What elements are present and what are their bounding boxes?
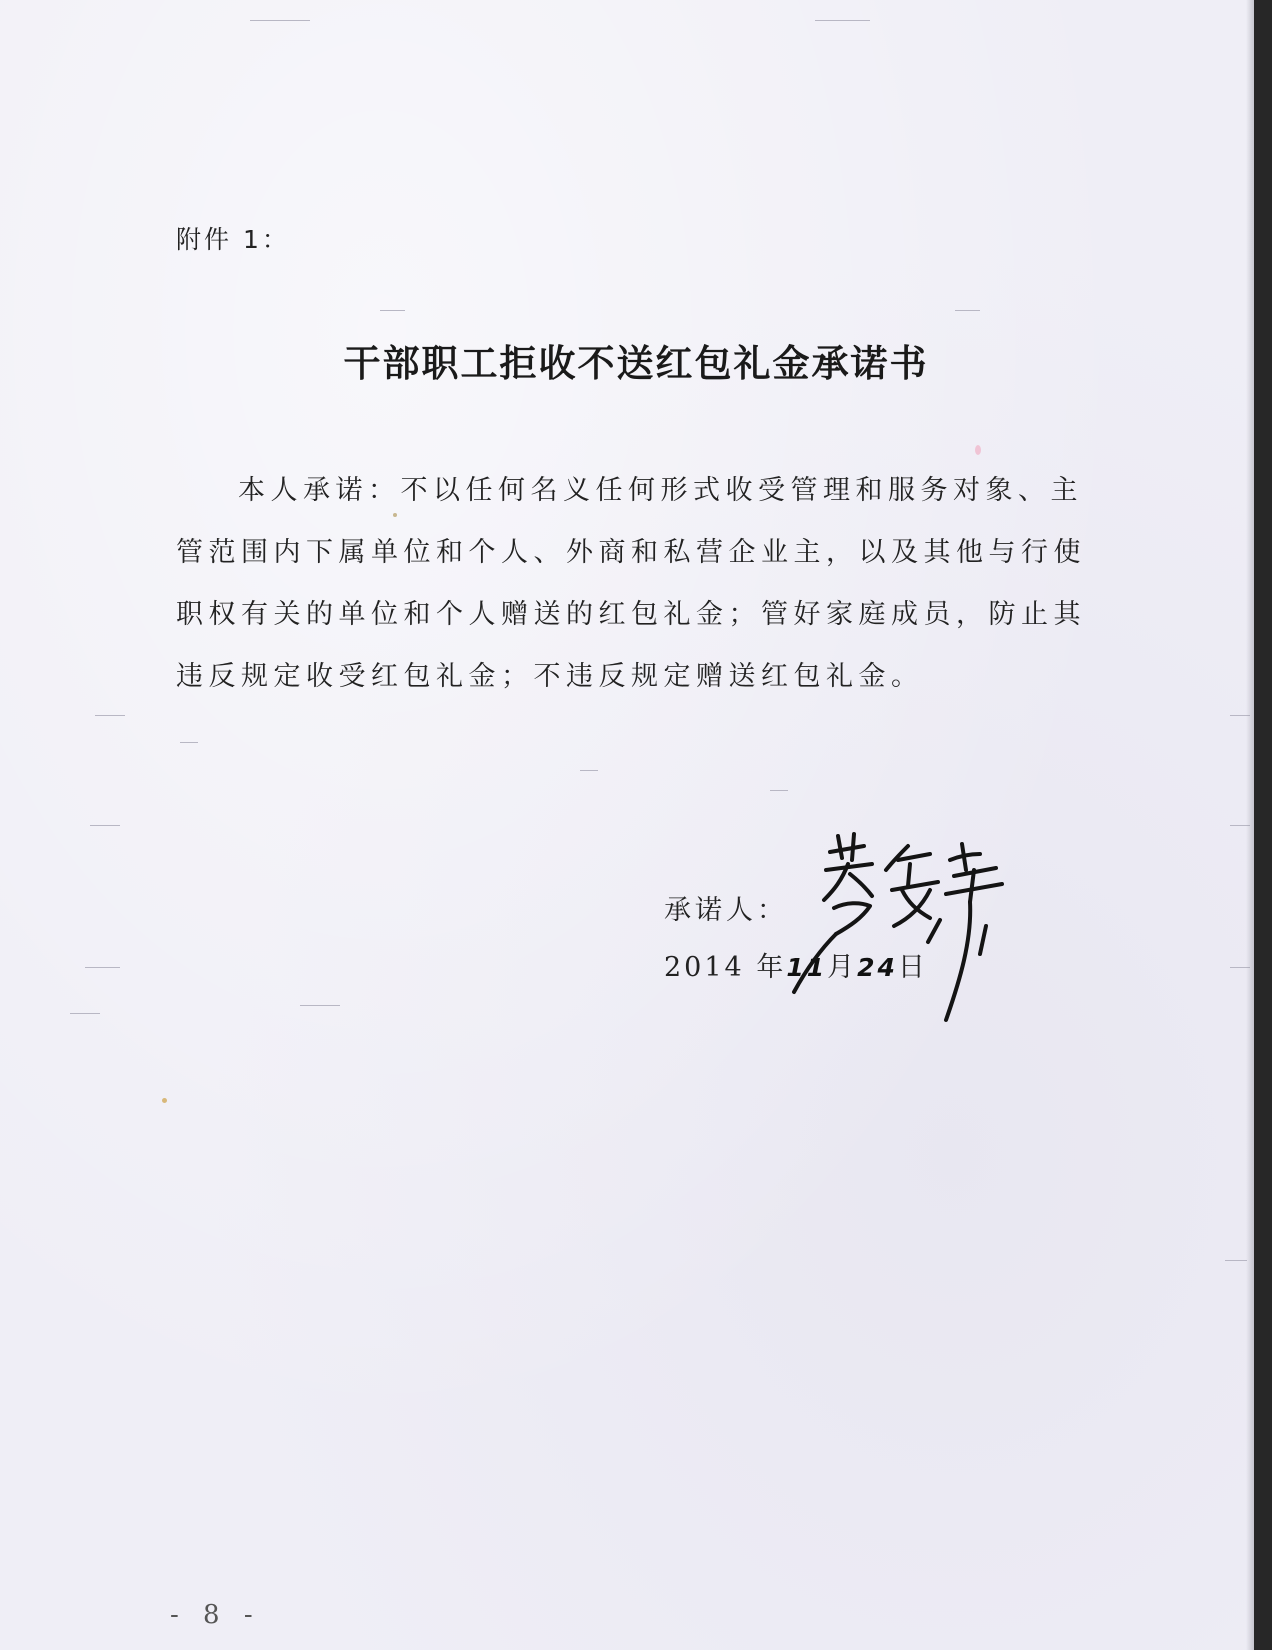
pledge-body — [176, 460, 1096, 708]
scan-mark — [815, 20, 870, 21]
scan-mark — [770, 790, 788, 791]
scan-mark — [90, 825, 120, 826]
date-year: 2014 — [664, 952, 745, 983]
scan-mark — [180, 742, 198, 743]
date-day-unit: 日 — [897, 952, 928, 983]
scan-mark — [580, 770, 598, 771]
scan-mark — [250, 20, 310, 21]
scan-mark — [1225, 1260, 1247, 1261]
date-year-unit: 年 — [756, 952, 787, 983]
date-day-handwritten: 24 — [857, 953, 898, 982]
date-month-handwritten: 11 — [786, 953, 828, 982]
scan-mark — [70, 1013, 100, 1014]
scan-mark — [955, 310, 980, 311]
handwritten-signature — [790, 830, 1020, 1030]
pledge-paragraph: 本人承诺：不以任何名义任何形式收受管理和服务对象、主管范围内下属单位和个人、外商和私营企业主，以及其他与行使职权有关的单位和个人赠送的红包礼金；管好家庭成员，防止其违反规定收受红包礼金；不违反规定赠送红包礼金。 — [176, 475, 1086, 692]
scan-mark — [95, 715, 125, 716]
attachment-label: 附件 1： — [176, 225, 290, 254]
scan-speck — [975, 445, 981, 455]
scan-mark — [380, 310, 405, 311]
date-month-unit: 月 — [827, 952, 858, 983]
scan-edge — [1254, 0, 1272, 1650]
document-title: 干部职工拒收不送红包礼金承诺书 — [343, 341, 929, 385]
scan-edge-shadow — [1246, 0, 1254, 1650]
scan-mark — [300, 1005, 340, 1006]
promisor-line — [664, 888, 788, 927]
promisor-label: 承诺人： — [664, 895, 788, 926]
scan-mark — [85, 967, 120, 968]
scan-speck — [162, 1098, 167, 1103]
page-number: - 8 - — [170, 1600, 261, 1630]
